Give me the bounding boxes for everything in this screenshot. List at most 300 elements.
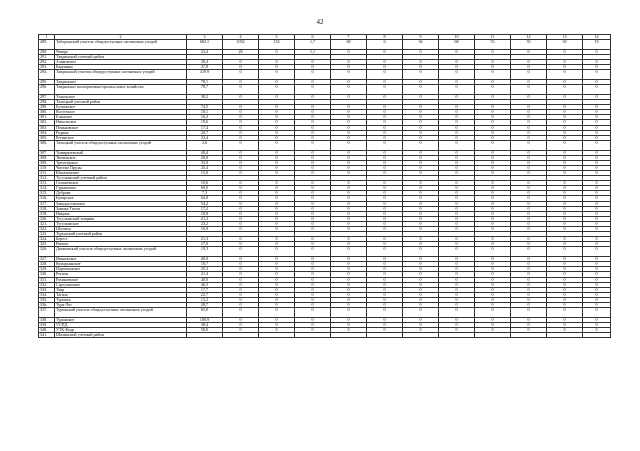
row-number: 335. [39,297,55,302]
value-cell: 0 [259,323,295,328]
value-cell: 0 [547,227,583,232]
value-cell: 0 [475,323,511,328]
column-number: 7 [331,35,367,40]
value-cell: 0 [331,211,367,216]
value-cell: 0 [511,247,547,257]
value-cell: 0 [511,125,547,130]
value-cell: 0 [367,277,403,282]
value-cell: 0 [295,267,331,272]
area-name: Таборинский участок общедоступных охотничьих угодий [55,40,187,50]
value-cell: 0 [475,287,511,292]
value-cell: 0 [475,216,511,221]
value-cell: 0 [295,237,331,242]
column-number: 3 [187,35,223,40]
value-cell: 0 [547,267,583,272]
value-cell: 0 [295,317,331,322]
value-cell: 0 [367,125,403,130]
value-cell: 0 [547,257,583,262]
value-cell: 0 [547,262,583,267]
value-cell: 0 [259,272,295,277]
row-number: 334. [39,292,55,297]
value-cell: 0 [511,282,547,287]
value-cell: 0 [403,70,439,80]
row-number: 329. [39,267,55,272]
value-cell: 0 [475,135,511,140]
value-cell: 0 [511,85,547,95]
value-cell: 0 [223,115,259,120]
row-number: 290. [39,49,55,54]
value-cell: 0 [331,130,367,135]
value-cell: 0 [259,216,295,221]
value-cell: 0 [403,110,439,115]
value-cell: 0 [331,257,367,262]
value-cell: 0 [223,297,259,302]
value-cell: 0 [511,216,547,221]
row-number: 325. [39,242,55,247]
value-cell: 0 [403,125,439,130]
value-cell: 15,0 [187,170,223,175]
value-cell: 0 [439,120,475,125]
area-name: Дубрава [55,191,187,196]
value-cell: 0 [367,323,403,328]
value-cell: 7,3 [187,191,223,196]
value-cell: 0 [511,135,547,140]
value-cell: 0 [583,196,611,201]
row-number: 330. [39,272,55,277]
value-cell [331,333,367,338]
value-cell: 46,5 [187,282,223,287]
area-name: УТК-Кедр [55,328,187,333]
value-cell: 0 [475,292,511,297]
value-cell: 0 [475,211,511,216]
value-cell: 0 [223,292,259,297]
row-number: 298. [39,100,55,105]
value-cell: 0 [439,130,475,135]
value-cell: 0 [511,211,547,216]
value-cell: 0 [403,211,439,216]
value-cell: 0 [583,237,611,242]
value-cell: 0 [439,317,475,322]
value-cell: 0 [331,237,367,242]
value-cell: 0 [439,303,475,308]
value-cell: 0 [583,94,611,99]
value-cell: 0 [475,181,511,186]
value-cell: 0 [403,191,439,196]
value-cell: 0 [259,257,295,262]
value-cell: 0 [511,277,547,282]
value-cell: 0 [367,115,403,120]
value-cell: 0 [259,181,295,186]
value-cell: 0 [475,328,511,333]
area-name: Ертарское [55,196,187,201]
value-cell: 0 [403,323,439,328]
value-cell: 0 [403,196,439,201]
value-cell: 0 [511,272,547,277]
value-cell: 0 [331,272,367,277]
value-cell: 0 [583,165,611,170]
row-number: 305. [39,135,55,140]
table-row [39,247,611,257]
value-cell: 0 [475,85,511,95]
value-cell [439,333,475,338]
value-cell: 0 [547,272,583,277]
value-cell: 0 [403,135,439,140]
value-cell: 0 [583,221,611,226]
value-cell: 0 [403,85,439,95]
value-cell: 0 [583,257,611,262]
value-cell: 0 [331,308,367,318]
value-cell: 0 [223,191,259,196]
value-cell: 0 [439,191,475,196]
value-cell: 0 [511,292,547,297]
value-cell: 0 [367,150,403,155]
value-cell: 0 [511,317,547,322]
value-cell: 0 [439,272,475,277]
value-cell: 0 [439,110,475,115]
value-cell: 0 [547,80,583,85]
area-name: Романовское [55,277,187,282]
value-cell: 100,9 [187,317,223,322]
value-cell: 6 [367,40,403,50]
value-cell: 0 [511,181,547,186]
value-cell: 58,0 [187,328,223,333]
value-cell: 0 [439,135,475,140]
value-cell: 0 [259,308,295,318]
value-cell: 0 [583,308,611,318]
value-cell: 0 [223,303,259,308]
value-cell: 0 [403,120,439,125]
value-cell: 0 [367,130,403,135]
row-number: 313. [39,181,55,186]
value-cell: 0 [331,94,367,99]
value-cell [475,333,511,338]
value-cell: 0 [439,125,475,130]
value-cell: 0 [223,201,259,206]
value-cell: 0 [367,297,403,302]
value-cell: 0 [259,242,295,247]
value-cell: 0 [583,323,611,328]
value-cell: 0 [583,267,611,272]
row-number: 331. [39,277,55,282]
value-cell: 0 [439,201,475,206]
value-cell: 0 [367,165,403,170]
value-cell: 0 [367,221,403,226]
value-cell: 0 [295,257,331,262]
value-cell: 0 [475,201,511,206]
value-cell: 0 [439,308,475,318]
value-cell: 0 [511,94,547,99]
value-cell: 0 [475,242,511,247]
value-cell: 0 [259,328,295,333]
value-cell: 0 [583,211,611,216]
value-cell: 0 [259,196,295,201]
value-cell: 0 [439,247,475,257]
value-cell: 0 [223,130,259,135]
value-cell: 0 [511,115,547,120]
area-name: Ницинь [55,211,187,216]
value-cell: 0 [223,150,259,155]
value-cell: 0 [367,308,403,318]
value-cell: 0 [547,277,583,282]
value-cell: 0 [439,277,475,282]
value-cell: 0 [439,206,475,211]
value-cell: 28,7 [187,303,223,308]
row-number: 296. [39,85,55,95]
value-cell: 0 [439,150,475,155]
value-cell: 0 [403,221,439,226]
value-cell: 0 [475,297,511,302]
value-cell: 0 [295,272,331,277]
value-cell: 0 [223,221,259,226]
row-number: 319. [39,211,55,216]
value-cell: 38,2 [187,94,223,99]
value-cell: 0 [475,110,511,115]
value-cell: 0 [439,216,475,221]
value-cell: 69,0 [187,186,223,191]
value-cell: 0 [475,247,511,257]
district-name: Тугулымский учетный район [55,176,187,181]
value-cell: 0 [511,150,547,155]
value-cell: 0 [403,262,439,267]
row-number: 328. [39,262,55,267]
value-cell: 0 [259,201,295,206]
value-cell: 23,4 [187,135,223,140]
value-cell: 0 [331,297,367,302]
value-cell: 0 [331,287,367,292]
value-cell: 0 [511,303,547,308]
area-name: УСПД [55,323,187,328]
value-cell: 0 [295,130,331,135]
value-cell: 0 [547,160,583,165]
value-cell: 0 [295,94,331,99]
value-cell: 0 [475,303,511,308]
value-cell: 0 [583,277,611,282]
value-cell: 0 [511,237,547,242]
value-cell: 0 [547,287,583,292]
value-cell: 0 [439,60,475,65]
value-cell: 33,9 [187,160,223,165]
value-cell: 0 [475,170,511,175]
value-cell: 0 [403,165,439,170]
value-cell: 0 [547,60,583,65]
row-number: 338. [39,317,55,322]
value-cell: 0 [583,120,611,125]
value-cell: 0 [403,186,439,191]
value-cell: 0 [403,277,439,282]
value-cell: 17,2 [187,206,223,211]
value-cell: 0 [511,49,547,54]
value-cell: 0 [331,65,367,70]
value-cell: 0 [547,125,583,130]
area-name: Родина [55,130,187,135]
row-number: 295. [39,80,55,85]
value-cell: 0 [331,70,367,80]
value-cell: 0 [295,247,331,257]
value-cell: 17,7 [187,287,223,292]
value-cell: 0 [259,130,295,135]
value-cell: 0 [295,211,331,216]
value-cell: 0 [295,105,331,110]
value-cell: 0 [295,292,331,297]
area-name: Саргулинское [55,282,187,287]
value-cell: 0 [259,150,295,155]
value-cell: 0 [259,110,295,115]
value-cell: 0 [403,60,439,65]
row-number: 324. [39,237,55,242]
value-cell: 0 [259,221,295,226]
value-cell: 0 [295,206,331,211]
value-cell: 0 [223,125,259,130]
row-number: 337. [39,308,55,318]
value-cell: 0 [583,150,611,155]
value-cell: 0 [331,277,367,282]
row-number: 292. [39,60,55,65]
value-cell: 0 [367,247,403,257]
value-cell: 0 [331,323,367,328]
value-cell: 0 [295,216,331,221]
value-cell: 0 [295,160,331,165]
value-cell: 0 [259,262,295,267]
value-cell: 0 [511,308,547,318]
value-cell: 0 [331,105,367,110]
value-cell: 0 [583,216,611,221]
column-number: 1 [39,35,55,40]
value-cell: 0 [331,206,367,211]
value-cell: 0 [259,165,295,170]
value-cell: 0 [547,191,583,196]
row-number: 307. [39,150,55,155]
value-cell: 0 [331,262,367,267]
value-cell: 0 [367,60,403,65]
value-cell: 18,7 [187,262,223,267]
value-cell: 0 [331,216,367,221]
value-cell: 0 [223,227,259,232]
value-cell: 0 [295,140,331,150]
value-cell: 0 [223,308,259,318]
column-number: 14 [583,35,611,40]
value-cell: 0 [259,85,295,95]
value-cell: 0 [439,292,475,297]
value-cell: 0 [259,65,295,70]
value-cell: 0 [511,60,547,65]
value-cell: 0 [295,191,331,196]
value-cell: 0 [547,292,583,297]
value-cell: 0 [403,287,439,292]
row-number: 320. [39,216,55,221]
column-number: 11 [475,35,511,40]
hunting-grounds-table [38,34,611,338]
value-cell: 0 [475,160,511,165]
value-cell: 0 [475,227,511,232]
value-cell: 0 [259,267,295,272]
value-cell: 0 [331,227,367,232]
area-name: Дымковский участок общедоступных охотничьих угодий [55,247,187,257]
value-cell: 0 [439,262,475,267]
value-cell: 0 [583,140,611,150]
value-cell: 0 [223,216,259,221]
value-cell: 0 [259,94,295,99]
value-cell: 0 [511,170,547,175]
value-cell: 0 [367,317,403,322]
value-cell: 0 [511,227,547,232]
value-cell: 0 [439,287,475,292]
value-cell: 0 [547,282,583,287]
value-cell: 0 [367,105,403,110]
value-cell: 0 [547,115,583,120]
value-cell: 47,8 [187,65,223,70]
value-cell: 0 [223,267,259,272]
value-cell: 19,6 [187,120,223,125]
value-cell: 0 [547,297,583,302]
value-cell: 0 [295,277,331,282]
value-cell: 0 [511,206,547,211]
value-cell: 0 [475,277,511,282]
value-cell: 0 [511,155,547,160]
value-cell: 0 [295,227,331,232]
value-cell: 0 [223,211,259,216]
value-cell: 0 [223,242,259,247]
value-cell: 0 [439,155,475,160]
value-cell: 0 [583,130,611,135]
value-cell: 0 [259,237,295,242]
value-cell: 53 [475,40,511,50]
value-cell: 0 [367,292,403,297]
value-cell: 17,4 [187,125,223,130]
row-number: 339. [39,323,55,328]
value-cell: 0 [475,49,511,54]
value-cell: 0 [331,242,367,247]
value-cell: 0 [223,262,259,267]
area-name: Восточное [55,110,187,115]
row-number: 340. [39,328,55,333]
value-cell: 0 [511,201,547,206]
value-cell: 0 [547,181,583,186]
value-cell [259,333,295,338]
value-cell: 0 [331,267,367,272]
value-cell: 0 [367,110,403,115]
value-cell: 154 [259,40,295,50]
value-cell [547,333,583,338]
value-cell: 0 [331,110,367,115]
value-cell: 0 [475,130,511,135]
value-cell: 0 [259,206,295,211]
row-number: 306. [39,140,55,150]
value-cell: 0 [583,303,611,308]
value-cell: 25,4 [187,165,223,170]
value-cell: 0 [583,135,611,140]
value-cell: 0 [583,206,611,211]
row-number: 302. [39,120,55,125]
value-cell: 0 [295,150,331,155]
value-cell: 35,3 [187,267,223,272]
value-cell: 65,0 [187,308,223,318]
area-name: Трехозерное [55,160,187,165]
value-cell: 0 [331,115,367,120]
value-cell: 0 [511,242,547,247]
row-number: 322. [39,227,55,232]
value-cell: 21,3 [187,216,223,221]
value-cell: 0 [223,140,259,150]
value-cell: 0 [331,292,367,297]
value-cell: 0 [547,130,583,135]
value-cell: 0 [547,155,583,160]
value-cell: 0 [259,60,295,65]
value-cell: 0 [223,328,259,333]
value-cell: 0 [295,221,331,226]
value-cell: 0 [439,242,475,247]
value-cell: 0 [331,49,367,54]
value-cell: 0 [439,227,475,232]
